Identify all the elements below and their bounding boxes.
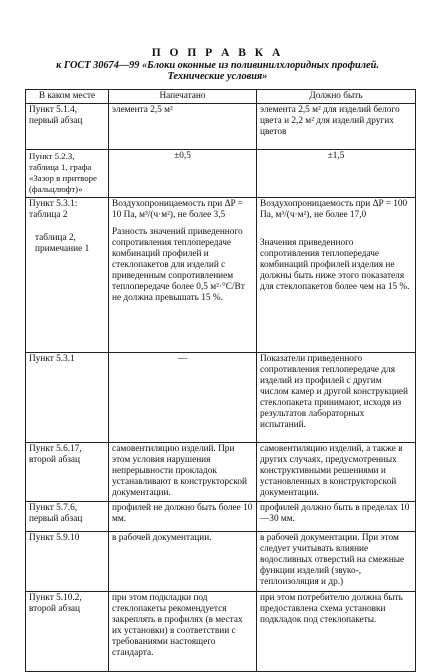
doc-title: П О П Р А В К А [151, 47, 284, 59]
printed-cell: ±0,5 [109, 150, 257, 198]
place-cell: Пункт 5.7.6, первый абзац [26, 502, 109, 532]
place-cell: Пункт 5.6.17, второй абзац [26, 443, 109, 502]
place-cell: Пункт 5.3.1 [26, 353, 109, 443]
place-subitem: Пункт 5.3.1: таблица 2 [29, 199, 78, 220]
place-cell: Пункт 5.9.10 [26, 532, 109, 592]
correct-cell [257, 198, 416, 353]
correct-cell: ±1,5 [257, 150, 416, 198]
printed-cell: — [109, 353, 257, 443]
doc-subtitle-line2: Технические условия» [167, 71, 268, 82]
doc-subtitle-line1: к ГОСТ 30674—99 «Блоки оконные из поливинилхлоридных профилей. [56, 60, 379, 71]
table-row [26, 150, 416, 198]
table-row [26, 532, 416, 592]
correct-subitem: Воздухопроницаемость при ΔP = 100 Па, м³/(ч·м²), не более 17,0 [260, 199, 408, 220]
table-row [26, 443, 416, 502]
place-cell: Пункт 5.2.3, таблица 1, графа «Зазор в притворе (фальцлюфт)» [26, 150, 109, 198]
table-row [26, 592, 416, 672]
column-header-place: В каком месте [26, 90, 109, 104]
place-cell [26, 198, 109, 353]
column-header-correct: Должно быть [257, 90, 416, 104]
printed-subitem: Воздухопроницаемость при ΔP = 10 Па, м³/(ч·м²), не более 3,5 [112, 199, 243, 220]
printed-cell [109, 198, 257, 353]
table-header-row [26, 90, 416, 104]
correct-cell: самовентиляцию изделий, а также в других случаях, предусмотренных конструктивными решениями и установленных в конструкторской документации. [257, 443, 416, 502]
correct-cell: элемента 2,5 м² для изделий белого цвета и 2,2 м² для изделий других цветов [257, 104, 416, 150]
printed-cell: при этом подкладки под стеклопакеты рекомендуется закреплять в профилях (в местах их установки) в соответствии с требованиями настоящего стандарта. [109, 592, 257, 672]
printed-cell: элемента 2,5 м² [109, 104, 257, 150]
printed-subitem: Разность значений приведенного сопротивления теплопередаче комбинаций профилей и стеклопакетов для изделий с приведенным сопротивлением теплопередаче более 0,5 м²·°С/Вт не должна превышать 15 %. [112, 227, 245, 303]
correct-cell: Показатели приведенного сопротивления теплопередаче для изделий из профилей с другим числом камер и другой конструкцией стеклопакета принимают, исходя из результатов лабораторных испытаний. [257, 353, 416, 443]
place-cell: Пункт 5.10.2, второй абзац [26, 592, 109, 672]
table-row [26, 198, 416, 353]
printed-cell: самовентиляцию изделий. При этом условия нарушения непрерывности прокладок устанавливают в конструкторской документации. [109, 443, 257, 502]
corrections-table [25, 89, 416, 672]
table-row [26, 104, 416, 150]
correct-subitem: Значения приведенного сопротивления теплопередаче комбинаций профилей изделия не должны быть ниже этого показателя для стеклопакетов более чем на 15 %. [260, 238, 410, 292]
place-subitem: таблица 2, примечание 1 [35, 233, 90, 254]
table-row [26, 353, 416, 443]
table-row [26, 502, 416, 532]
correct-cell: профилей должно быть в пределах 10—30 мм. [257, 502, 416, 532]
correct-cell: в рабочей документации. При этом следует учитывать влияние водосливных отверстий на смежные функции изделий (звуко-, теплоизоляция и др.) [257, 532, 416, 592]
column-header-printed: Напечатано [109, 90, 257, 104]
printed-cell: в рабочей документации. [109, 532, 257, 592]
correct-cell: при этом потребителю должна быть предоставлена схема установки подкладок под стеклопакеты. [257, 592, 416, 672]
printed-cell: профилей не должно быть более 10 мм. [109, 502, 257, 532]
place-cell: Пункт 5.1.4, первый абзац [26, 104, 109, 150]
